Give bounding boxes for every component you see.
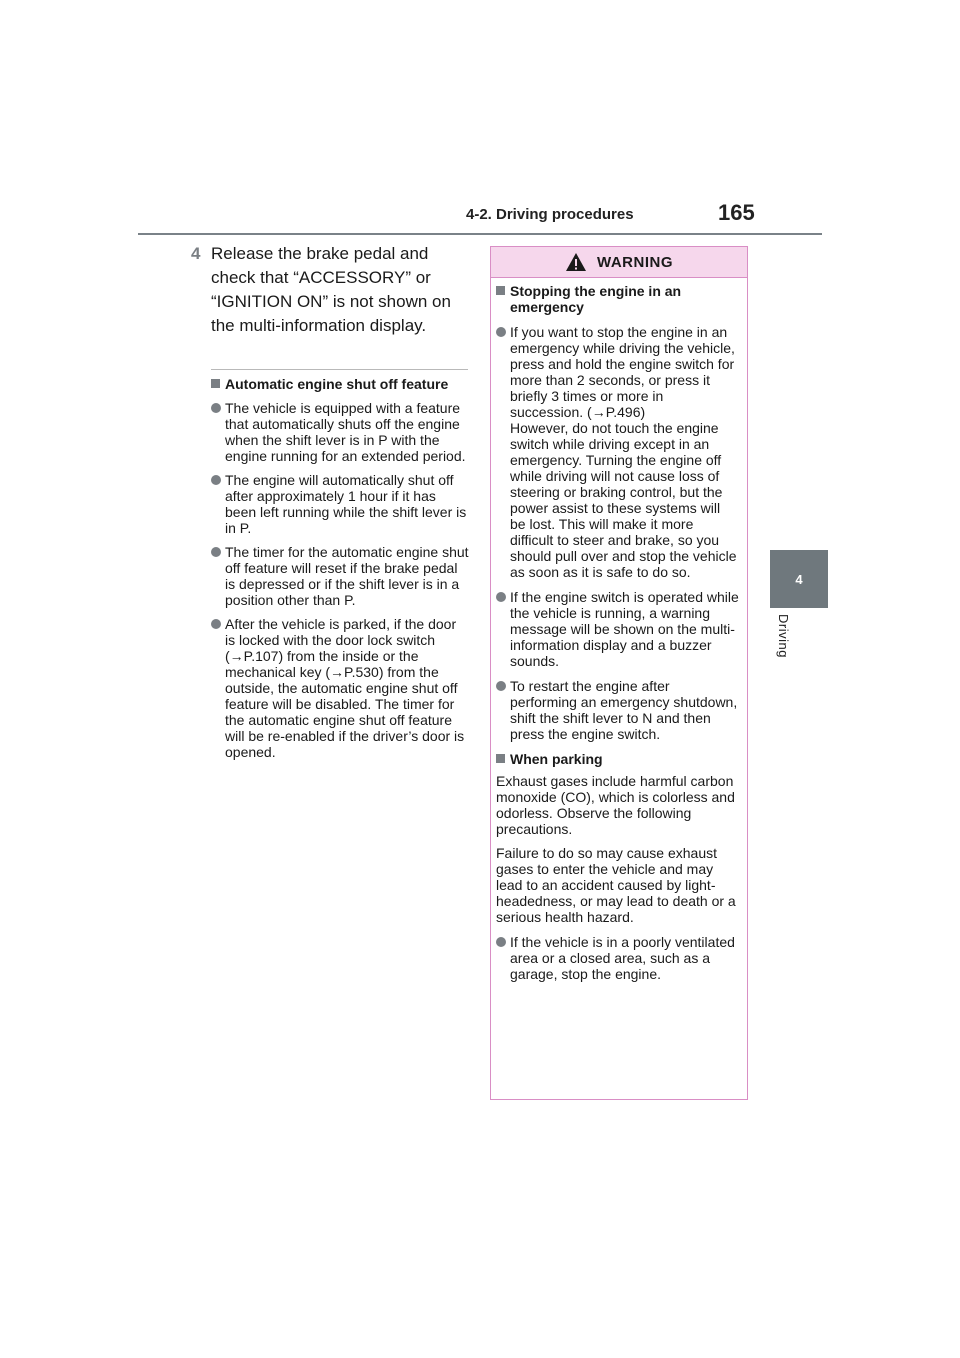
list-item: To restart the engine after performing an emergency shutdown, shift the shift lever to N and then press the engine switch.: [496, 678, 739, 742]
list-item: The engine will automatically shut off after approximately 1 hour if it has been left running while the shift lever is in P.: [211, 472, 469, 536]
subheading-emergency-stop: Stopping the engine in an emergency: [496, 283, 739, 315]
subheading-auto-shutoff: Automatic engine shut off feature: [211, 376, 469, 392]
list-item: If you want to stop the engine in an emergency while driving the vehicle, press and hold the engine switch for more than 2 seconds, or press it briefly 3 times or more in succession. (→P.496) However, do not touch the engine switch while driving except in an emergency. Turning the engine off while driving will not cause loss of steering or braking control, but the power assist to these systems will be lost. This will make it more difficult to steer and brake, so you should pull over and stop the vehicle as soon as it is safe to do so.: [496, 324, 739, 580]
chapter-tab-number: 4: [770, 550, 828, 608]
warning-triangle-icon: [565, 252, 587, 272]
step-4: [191, 242, 471, 338]
circle-bullet-icon: [496, 592, 506, 602]
warning-header: [491, 247, 747, 278]
warning-body: [491, 278, 747, 982]
step-number: 4: [191, 244, 201, 263]
list-item: The vehicle is equipped with a feature that automatically shuts off the engine when the shift lever is in P with the engine running for an extended period.: [211, 400, 469, 464]
warning-title: WARNING: [597, 253, 673, 271]
paragraph: Failure to do so may cause exhaust gases to enter the vehicle and may lead to an accident caused by light-headedness, or may lead to death or a serious health hazard.: [496, 845, 736, 925]
square-bullet-icon: [496, 286, 505, 295]
circle-bullet-icon: [211, 547, 221, 557]
circle-bullet-icon: [496, 681, 506, 691]
header-divider: [138, 233, 822, 235]
chapter-tab-label: Driving: [776, 614, 791, 658]
left-column: [211, 376, 469, 760]
circle-bullet-icon: [496, 327, 506, 337]
left-divider: [211, 369, 468, 370]
square-bullet-icon: [211, 379, 220, 388]
step-text: Release the brake pedal and check that “ACCESSORY” or “IGNITION ON” is not shown on the multi-information display.: [211, 244, 451, 335]
list-item: The timer for the automatic engine shut off feature will reset if the brake pedal is depressed or if the shift lever is in a position other than P.: [211, 544, 469, 608]
circle-bullet-icon: [496, 937, 506, 947]
circle-bullet-icon: [211, 475, 221, 485]
list-item: If the engine switch is operated while the vehicle is running, a warning message will be shown on the multi-information display and a buzzer sounds.: [496, 589, 739, 669]
list-item: If the vehicle is in a poorly ventilated area or a closed area, such as a garage, stop the engine.: [496, 934, 739, 982]
list-item: After the vehicle is parked, if the door is locked with the door lock switch (→P.107) from the inside or the mechanical key (→P.530) from the outside, the automatic engine shut off feature will be disabled. The timer for the automatic engine shut off feature will be re-enabled if the driver’s door is opened.: [211, 616, 469, 760]
section-title: 4-2. Driving procedures: [466, 206, 634, 223]
square-bullet-icon: [496, 754, 505, 763]
page-number: 165: [718, 200, 755, 225]
circle-bullet-icon: [211, 403, 221, 413]
paragraph: Exhaust gases include harmful carbon monoxide (CO), which is colorless and odorless. Observe the following precautions.: [496, 773, 735, 837]
subheading-when-parking: When parking: [496, 751, 739, 767]
warning-box: [490, 246, 748, 1100]
circle-bullet-icon: [211, 619, 221, 629]
